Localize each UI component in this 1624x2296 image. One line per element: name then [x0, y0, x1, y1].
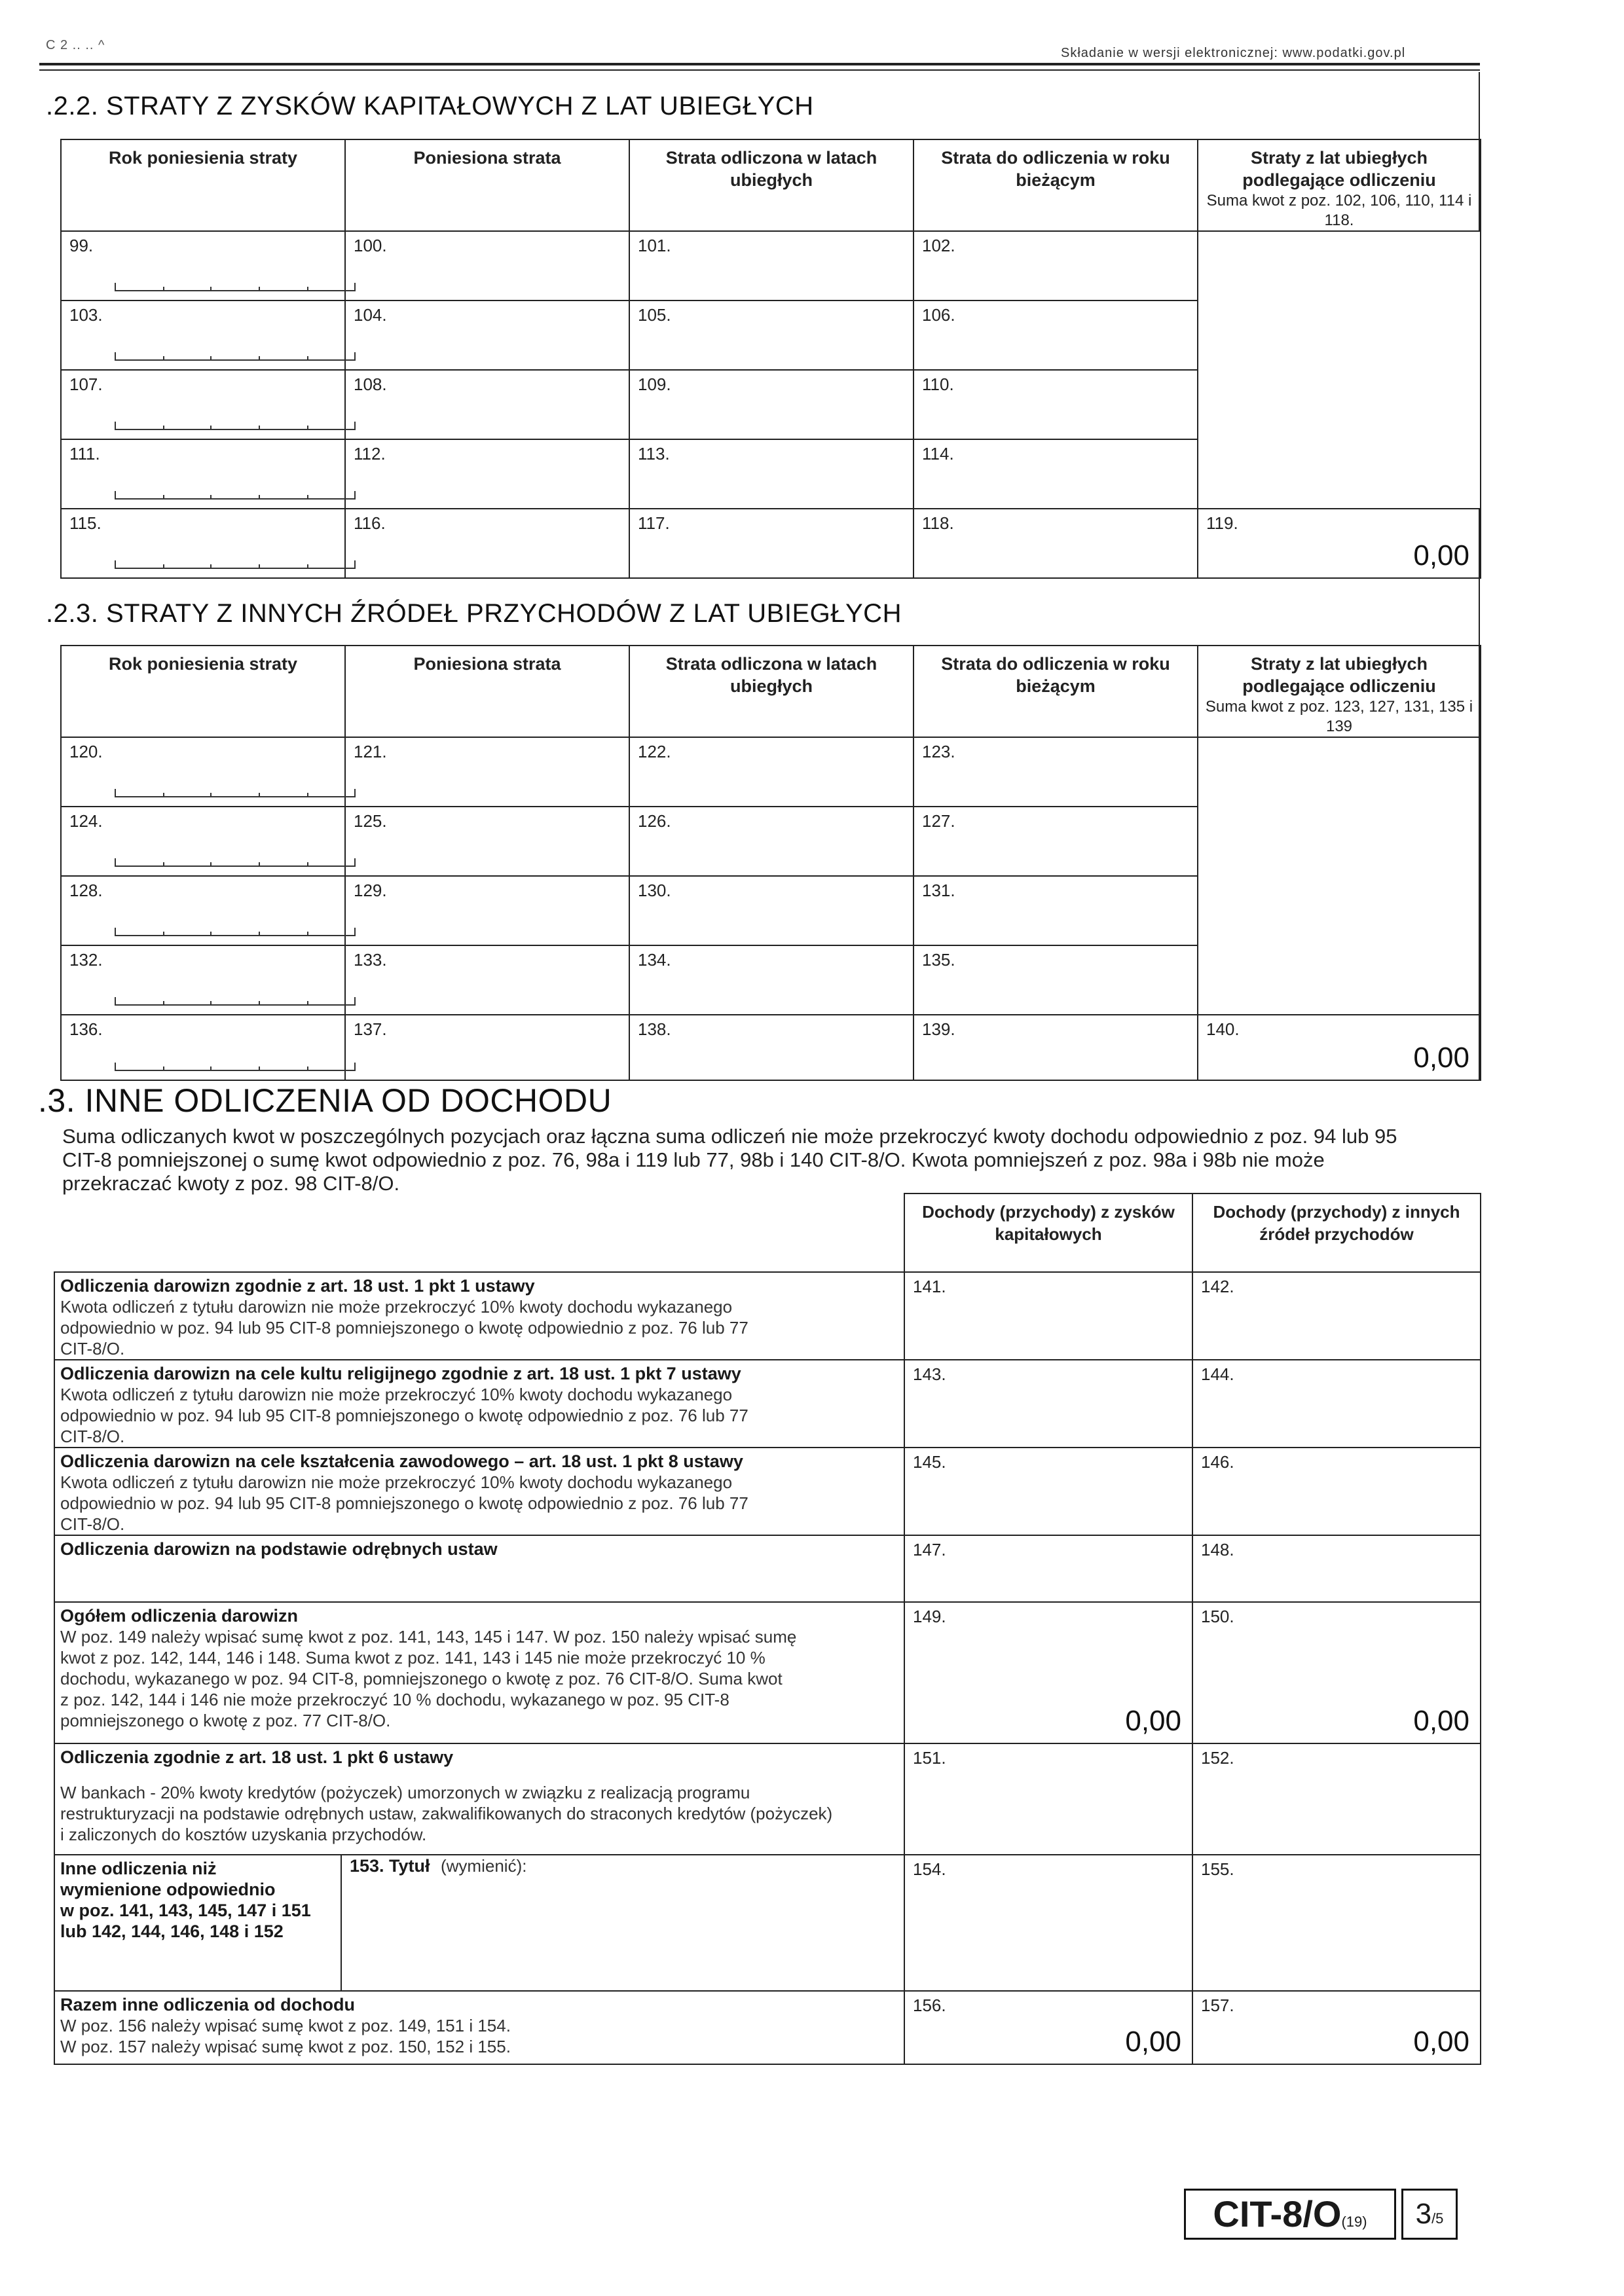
- col-header-loss-to-deduct: Strata do odliczenia w roku bieżącym: [913, 139, 1198, 231]
- field-number: 121.: [354, 742, 387, 761]
- field-number: 142.: [1201, 1277, 1234, 1296]
- spacer: [55, 1768, 904, 1782]
- row-title: Odliczenia darowizn na podstawie odrębnych ustaw: [60, 1539, 498, 1559]
- field-137[interactable]: [345, 1015, 629, 1080]
- field-number: 143.: [913, 1364, 946, 1384]
- year-comb-marks: [114, 560, 356, 570]
- header-electronic-filing-note: Składanie w wersji elektronicznej: www.podatki.gov.pl: [1061, 46, 1406, 60]
- field-100[interactable]: [345, 231, 629, 301]
- row-description-line: W poz. 149 należy wpisać sumę kwot z poz. 141, 143, 145 i 147. W poz. 150 należy wpisać sumę: [60, 1627, 797, 1647]
- field-number: 155.: [1201, 1859, 1234, 1879]
- row-label-line: wymienione odpowiednio: [60, 1880, 276, 1899]
- form-version: (19): [1341, 2214, 1367, 2230]
- field-number: 130.: [638, 881, 671, 900]
- row-description-line: Kwota odliczeń z tytułu darowizn nie może przekroczyć 10% kwoty dochodu wykazanego: [60, 1472, 733, 1492]
- field-121[interactable]: [345, 737, 629, 807]
- blank-header-cell: [54, 1194, 904, 1272]
- losses-deductible-label: Straty z lat ubiegłych podlegające odliczeniu: [1242, 148, 1436, 190]
- field-number: 103.: [69, 305, 103, 325]
- field-155[interactable]: [1192, 1855, 1481, 1991]
- field-140-value: 0,00: [1413, 1042, 1469, 1074]
- table-other-deductions: [54, 1193, 1481, 2065]
- field-129[interactable]: [345, 876, 629, 945]
- row-donations-separate-acts: [54, 1535, 904, 1602]
- field-146[interactable]: [1192, 1448, 1481, 1535]
- col-header-other-sources-income: Dochody (przychody) z innych źródeł przychodów: [1192, 1194, 1481, 1272]
- row-description-line: z poz. 142, 144 i 146 nie może przekroczyć 10 % dochodu, wykazanego w poz. 95 CIT-8: [60, 1690, 729, 1709]
- field-number: 154.: [913, 1859, 946, 1879]
- field-number: 120.: [69, 742, 103, 761]
- row-description-line: W bankach - 20% kwoty kredytów (pożyczek) umorzonych w związku z realizacją programu: [60, 1783, 750, 1802]
- col-header-loss-deducted-past: Strata odliczona w latach ubiegłych: [629, 646, 913, 737]
- field-120[interactable]: [61, 737, 345, 807]
- field-122[interactable]: [629, 737, 913, 807]
- field-number: 107.: [69, 374, 103, 394]
- field-154[interactable]: [904, 1855, 1192, 1991]
- losses-deductible-sum-note: Suma kwot z poz. 102, 106, 110, 114 i 118.: [1206, 192, 1472, 229]
- field-number: 112.: [354, 444, 386, 464]
- field-119[interactable]: [1198, 509, 1481, 578]
- row-other-deductions-total: [54, 1991, 904, 2064]
- col-header-year: Rok poniesienia straty: [61, 139, 345, 231]
- year-comb-marks: [114, 1063, 356, 1072]
- field-number: 151.: [913, 1748, 946, 1768]
- field-126[interactable]: [629, 807, 913, 876]
- row-description-line: W poz. 156 należy wpisać sumę kwot z poz. 149, 151 i 154.: [60, 2016, 511, 2035]
- row-description-line: Kwota odliczeń z tytułu darowizn nie może przekroczyć 10% kwoty dochodu wykazanego: [60, 1297, 733, 1317]
- col-header-loss-incurred: Poniesiona strata: [345, 139, 629, 231]
- field-153-number: 153. Tytuł: [350, 1856, 430, 1876]
- row-description-line: CIT-8/O.: [60, 1339, 125, 1358]
- field-135[interactable]: [913, 945, 1198, 1015]
- row-description-line: odpowiednio w poz. 94 lub 95 CIT-8 pomniejszonego o kwotę odpowiednio z poz. 76 lub 77: [60, 1406, 748, 1425]
- field-number: 133.: [354, 950, 387, 970]
- col-header-loss-deducted-past: Strata odliczona w latach ubiegłych: [629, 139, 913, 231]
- field-125[interactable]: [345, 807, 629, 876]
- field-153-hint: (wymienić):: [441, 1856, 527, 1876]
- field-134[interactable]: [629, 945, 913, 1015]
- field-number: 125.: [354, 811, 387, 831]
- field-147[interactable]: [904, 1535, 1192, 1602]
- row-title: Razem inne odliczenia od dochodu: [60, 1995, 356, 2014]
- field-number: 138.: [638, 1019, 671, 1039]
- field-115[interactable]: [61, 509, 345, 578]
- field-number: 126.: [638, 811, 671, 831]
- field-108[interactable]: [345, 370, 629, 439]
- row-description-line: Kwota odliczeń z tytułu darowizn nie może przekroczyć 10% kwoty dochodu wykazanego: [60, 1385, 733, 1404]
- field-number: 132.: [69, 950, 103, 970]
- row-description-line: odpowiednio w poz. 94 lub 95 CIT-8 pomniejszonego o kwotę odpowiednio z poz. 76 lub 77: [60, 1318, 748, 1338]
- row-title: Ogółem odliczenia darowizn: [60, 1606, 299, 1626]
- year-comb-marks: [114, 491, 356, 500]
- year-comb-marks: [114, 283, 356, 292]
- field-157[interactable]: [1192, 1991, 1481, 2064]
- field-151[interactable]: [904, 1743, 1192, 1855]
- field-number: 141.: [913, 1277, 946, 1296]
- year-comb-marks: [114, 789, 356, 798]
- field-128[interactable]: [61, 876, 345, 945]
- header-rule-top: [39, 63, 1480, 65]
- field-109[interactable]: [629, 370, 913, 439]
- field-136[interactable]: [61, 1015, 345, 1080]
- field-number: 134.: [638, 950, 671, 970]
- header-corner-mark: C 2 .. .. ^: [46, 38, 105, 52]
- field-number: 146.: [1201, 1452, 1234, 1472]
- field-104[interactable]: [345, 301, 629, 370]
- row-donations-vocational: [54, 1448, 904, 1535]
- field-106[interactable]: [913, 301, 1198, 370]
- field-number: 113.: [638, 444, 670, 464]
- field-141[interactable]: [904, 1272, 1192, 1360]
- field-number: 149.: [913, 1607, 946, 1626]
- row-description-line: restrukturyzacji na podstawie odrębnych ustaw, zakwalifikowanych do straconych kredytów (pożyczek): [60, 1804, 833, 1823]
- row-label-line: w poz. 141, 143, 145, 147 i 151: [60, 1901, 311, 1920]
- year-comb-marks: [114, 352, 356, 361]
- field-153-title[interactable]: [341, 1855, 904, 1991]
- page-number-box: [1401, 2189, 1458, 2240]
- form-name: CIT-8/O: [1213, 2193, 1342, 2234]
- field-number: 139.: [922, 1019, 955, 1039]
- field-number: 116.: [354, 513, 386, 533]
- field-number: 124.: [69, 811, 103, 831]
- field-156[interactable]: [904, 1991, 1192, 2064]
- year-comb-marks: [114, 858, 356, 867]
- field-number: 108.: [354, 374, 387, 394]
- field-number: 115.: [69, 513, 101, 533]
- field-156-value: 0,00: [1125, 2026, 1181, 2058]
- field-number: 128.: [69, 881, 103, 900]
- field-number: 123.: [922, 742, 955, 761]
- field-107[interactable]: [61, 370, 345, 439]
- field-127[interactable]: [913, 807, 1198, 876]
- field-148[interactable]: [1192, 1535, 1481, 1602]
- field-102[interactable]: [913, 231, 1198, 301]
- form-name-box: [1184, 2189, 1396, 2240]
- row-label-line: Inne odliczenia niż: [60, 1859, 217, 1878]
- field-number: 117.: [638, 513, 670, 533]
- col-header-loss-incurred: Poniesiona strata: [345, 646, 629, 737]
- field-131[interactable]: [913, 876, 1198, 945]
- field-150-value: 0,00: [1413, 1705, 1469, 1737]
- field-number: 111.: [69, 444, 100, 464]
- field-number: 101.: [638, 236, 671, 255]
- section-3-note-line-2: CIT-8 pomniejszonej o sumę kwot odpowiednio z poz. 76, 98a i 119 lub 77, 98b i 140 CIT-8/O. Kwota pomniejszeń z poz. 98a i 98b nie może: [62, 1148, 1325, 1171]
- field-150[interactable]: [1192, 1602, 1481, 1743]
- row-title: Odliczenia zgodnie z art. 18 ust. 1 pkt 6 ustawy: [60, 1747, 454, 1767]
- row-donations-art18-pkt1: [54, 1272, 904, 1360]
- field-103[interactable]: [61, 301, 345, 370]
- table-losses-capital-gains: [60, 139, 1481, 579]
- row-donations-total: [54, 1602, 904, 1743]
- year-comb-marks: [114, 997, 356, 1006]
- field-number: 102.: [922, 236, 955, 255]
- field-133[interactable]: [345, 945, 629, 1015]
- field-111[interactable]: [61, 439, 345, 509]
- year-comb-marks: [114, 928, 356, 937]
- field-130[interactable]: [629, 876, 913, 945]
- field-number: 135.: [922, 950, 955, 970]
- losses-deductible-label: Straty z lat ubiegłych podlegające odliczeniu: [1242, 654, 1436, 696]
- field-number: 100.: [354, 236, 387, 255]
- field-123[interactable]: [913, 737, 1198, 807]
- field-number: 109.: [638, 374, 671, 394]
- field-number: 127.: [922, 811, 955, 831]
- field-144[interactable]: [1192, 1360, 1481, 1448]
- section-2-2-title: .2.2. STRATY Z ZYSKÓW KAPITAŁOWYCH Z LAT UBIEGŁYCH: [46, 92, 814, 120]
- field-114[interactable]: [913, 439, 1198, 509]
- row-label-line: lub 142, 144, 146, 148 i 152: [60, 1922, 284, 1941]
- field-113[interactable]: [629, 439, 913, 509]
- page-total: /5: [1431, 2210, 1444, 2227]
- header-rule-bottom: [39, 69, 1480, 71]
- field-149-value: 0,00: [1125, 1705, 1181, 1737]
- field-138[interactable]: [629, 1015, 913, 1080]
- field-149[interactable]: [904, 1602, 1192, 1743]
- field-number: 131.: [922, 881, 955, 900]
- field-number: 118.: [922, 513, 954, 533]
- field-number: 129.: [354, 881, 387, 900]
- section-2-3-title: .2.3. STRATY Z INNYCH ŹRÓDEŁ PRZYCHODÓW Z LAT UBIEGŁYCH: [46, 599, 902, 628]
- row-description-line: kwot z poz. 142, 144, 146 i 148. Suma kwot z poz. 141, 143 i 145 nie może przekroczyć 10 %: [60, 1648, 766, 1667]
- losses-deductible-sum-note: Suma kwot z poz. 123, 127, 131, 135 i 139: [1205, 698, 1473, 735]
- field-number: 157.: [1201, 1995, 1234, 2015]
- field-110[interactable]: [913, 370, 1198, 439]
- field-145[interactable]: [904, 1448, 1192, 1535]
- field-number: 99.: [69, 236, 94, 255]
- col-header-losses-deductible: [1198, 646, 1481, 737]
- field-117[interactable]: [629, 509, 913, 578]
- field-number: 105.: [638, 305, 671, 325]
- row-description-line: i zaliczonych do kosztów uzyskania przychodów.: [60, 1825, 427, 1844]
- field-152[interactable]: [1192, 1743, 1481, 1855]
- row-description-line: odpowiednio w poz. 94 lub 95 CIT-8 pomniejszonego o kwotę odpowiednio z poz. 76 lub 77: [60, 1493, 748, 1513]
- field-number: 104.: [354, 305, 387, 325]
- row-title: Odliczenia darowizn na cele kultu religijnego zgodnie z art. 18 ust. 1 pkt 7 ustawy: [60, 1364, 741, 1383]
- field-number: 106.: [922, 305, 955, 325]
- field-99[interactable]: [61, 231, 345, 301]
- field-118[interactable]: [913, 509, 1198, 578]
- field-number: 122.: [638, 742, 671, 761]
- row-deductions-art18-pkt6: [54, 1743, 904, 1855]
- section-3-note-line-1: Suma odliczanych kwot w poszczególnych pozycjach oraz łączna suma odliczeń nie może przekroczyć kwoty dochodu odpowiednio z poz. 94 lub 95: [62, 1125, 1397, 1148]
- col-header-loss-to-deduct: Strata do odliczenia w roku bieżącym: [913, 646, 1198, 737]
- row-donations-religious: [54, 1360, 904, 1448]
- row-description-line: W poz. 157 należy wpisać sumę kwot z poz. 150, 152 i 155.: [60, 2037, 511, 2056]
- field-105[interactable]: [629, 301, 913, 370]
- shaded-cell: [1198, 737, 1481, 1015]
- col-header-losses-deductible: [1198, 139, 1481, 231]
- row-title: Odliczenia darowizn zgodnie z art. 18 ust. 1 pkt 1 ustawy: [60, 1276, 535, 1296]
- field-number: 156.: [913, 1995, 946, 2015]
- field-number: 136.: [69, 1019, 103, 1039]
- row-description-line: pomniejszonego o kwotę z poz. 77 CIT-8/O.: [60, 1711, 391, 1730]
- row-description-line: dochodu, wykazanego w poz. 94 CIT-8, pomniejszonego o kwotę z poz. 76 CIT-8/O. Suma kwot: [60, 1669, 783, 1688]
- field-number: 148.: [1201, 1540, 1234, 1559]
- field-140[interactable]: [1198, 1015, 1481, 1080]
- field-116[interactable]: [345, 509, 629, 578]
- page-number: 3: [1415, 2198, 1432, 2230]
- field-143[interactable]: [904, 1360, 1192, 1448]
- row-description-line: CIT-8/O.: [60, 1427, 125, 1446]
- field-number: 144.: [1201, 1364, 1234, 1384]
- field-112[interactable]: [345, 439, 629, 509]
- field-number: 110.: [922, 374, 954, 394]
- field-139[interactable]: [913, 1015, 1198, 1080]
- shaded-cell: [1198, 231, 1481, 509]
- field-132[interactable]: [61, 945, 345, 1015]
- row-other-deductions-label: [54, 1855, 341, 1991]
- field-number: 152.: [1201, 1748, 1234, 1768]
- field-157-value: 0,00: [1413, 2026, 1469, 2058]
- section-3-title: .3. INNE ODLICZENIA OD DOCHODU: [38, 1082, 612, 1119]
- field-124[interactable]: [61, 807, 345, 876]
- table-losses-other-sources: [60, 645, 1481, 1081]
- field-number: 140.: [1206, 1019, 1240, 1039]
- field-101[interactable]: [629, 231, 913, 301]
- row-description-line: CIT-8/O.: [60, 1514, 125, 1534]
- field-number: 119.: [1206, 513, 1238, 533]
- row-title: Odliczenia darowizn na cele kształcenia zawodowego – art. 18 ust. 1 pkt 8 ustawy: [60, 1451, 743, 1471]
- col-header-capital-gains-income: Dochody (przychody) z zysków kapitałowych: [904, 1194, 1192, 1272]
- field-number: 145.: [913, 1452, 946, 1472]
- field-142[interactable]: [1192, 1272, 1481, 1360]
- field-number: 114.: [922, 444, 954, 464]
- col-header-year: Rok poniesienia straty: [61, 646, 345, 737]
- field-119-value: 0,00: [1413, 539, 1469, 572]
- field-number: 150.: [1201, 1607, 1234, 1626]
- field-number: 147.: [913, 1540, 946, 1559]
- year-comb-marks: [114, 422, 356, 431]
- field-number: 137.: [354, 1019, 387, 1039]
- section-3-note-line-3: przekraczać kwoty z poz. 98 CIT-8/O.: [62, 1172, 400, 1195]
